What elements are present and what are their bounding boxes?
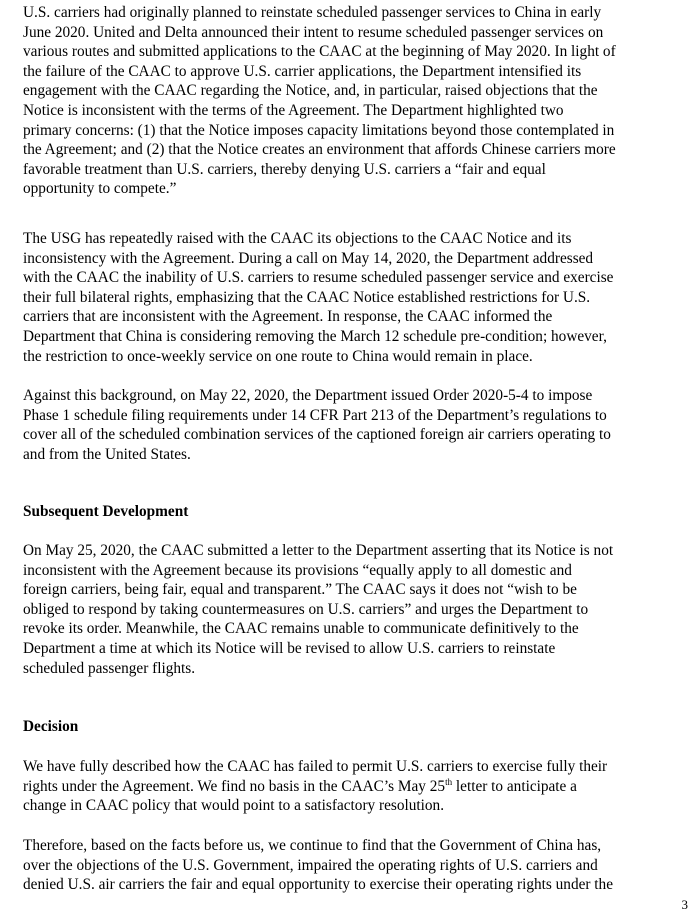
text-line: Against this background, on May 22, 2020, the Department issued Order 2020-5-4 to impose xyxy=(23,387,593,404)
text-segment: letter to anticipate a xyxy=(452,777,577,795)
text-line: their full bilateral rights, emphasizing that the CAAC Notice established restrictions for U.S. xyxy=(23,288,591,306)
text-line: Department a time at which its Notice will be revised to allow U.S. carriers to reinstate xyxy=(23,639,556,657)
text-line: opportunity to compete.” xyxy=(23,180,177,198)
text-line: the Agreement; and (2) that the Notice creates an environment that affords Chinese carriers more xyxy=(23,141,616,159)
text-line: The USG has repeatedly raised with the CAAC its objections to the CAAC Notice and its xyxy=(23,230,572,247)
text-line: Therefore, based on the facts before us, we continue to find that the Government of China has, xyxy=(23,837,602,854)
page-number: 3 xyxy=(681,897,688,912)
text-line: denied U.S. air carriers the fair and equal opportunity to exercise their operating rights under the xyxy=(23,876,613,894)
text-line: cover all of the scheduled combination services of the captioned foreign air carriers operating to xyxy=(23,426,611,444)
text-line: revoke its order. Meanwhile, the CAAC remains unable to communicate definitively to the xyxy=(23,620,579,638)
paragraph-finding xyxy=(23,836,613,895)
text-line: Phase 1 schedule filing requirements under 14 CFR Part 213 of the Department’s regulations to xyxy=(23,406,607,424)
text-line: the failure of the CAAC to approve U.S. carrier applications, the Department intensified its xyxy=(23,62,582,80)
text-line: We have fully described how the CAAC has failed to permit U.S. carriers to exercise fully their xyxy=(23,758,608,775)
text-line: carriers that are inconsistent with the Agreement. In response, the CAAC informed the xyxy=(23,308,553,326)
section-heading-decision: Decision xyxy=(23,718,79,735)
text-line: inconsistency with the Agreement. During a call on May 14, 2020, the Department addressed xyxy=(23,249,594,267)
ordinal-suffix: th xyxy=(445,776,453,787)
text-line: various routes and submitted applications to the CAAC at the beginning of May 2020. In light of xyxy=(23,43,616,61)
text-line: Department that China is considering removing the March 12 schedule pre-condition; however, xyxy=(23,327,607,345)
paragraph-decision-summary xyxy=(23,757,607,816)
text-line: June 2020. United and Delta announced their intent to resume scheduled passenger services on xyxy=(23,23,604,41)
text-line: Notice is inconsistent with the terms of the Agreement. The Department highlighted two xyxy=(23,101,564,119)
text-line: change in CAAC policy that would point to a satisfactory resolution. xyxy=(23,797,445,815)
text-line: favorable treatment than U.S. carriers, thereby denying U.S. carriers a “fair and equal xyxy=(23,160,546,178)
section-heading-subsequent-development: Subsequent Development xyxy=(23,503,189,520)
text-line: inconsistent with the Agreement because its provisions “equally apply to all domestic and xyxy=(23,561,572,579)
paragraph-usg-objections xyxy=(23,229,613,366)
text-line: On May 25, 2020, the CAAC submitted a letter to the Department asserting that its Notice is not xyxy=(23,542,614,559)
text-line: and from the United States. xyxy=(23,445,191,463)
text-segment: rights under the Agreement. We find no basis in the CAAC’s May 25 xyxy=(23,777,446,795)
paragraph-caac-letter xyxy=(23,541,613,678)
text-line: scheduled passenger flights. xyxy=(23,659,196,677)
text-line: the restriction to once-weekly service on one route to China would remain in place. xyxy=(23,347,533,365)
text-line: over the objections of the U.S. Government, impaired the operating rights of U.S. carriers and xyxy=(23,856,598,874)
text-line: engagement with the CAAC regarding the Notice, and, in particular, raised objections that the xyxy=(23,82,598,100)
text-line: foreign carriers, being fair, equal and transparent.” The CAAC says it does not “wish to be xyxy=(23,581,577,599)
text-line: obliged to respond by taking countermeasures on U.S. carriers” and urges the Department to xyxy=(23,600,589,618)
text-line: with the CAAC the inability of U.S. carriers to resume scheduled passenger service and exercise xyxy=(23,269,614,287)
paragraph-order-background xyxy=(23,386,611,464)
text-line: U.S. carriers had originally planned to reinstate scheduled passenger services to China in early xyxy=(23,4,602,21)
text-line: primary concerns: (1) that the Notice imposes capacity limitations beyond those contemplated in xyxy=(23,121,615,139)
paragraph-carrier-plans xyxy=(23,3,616,199)
text-line xyxy=(23,777,607,797)
